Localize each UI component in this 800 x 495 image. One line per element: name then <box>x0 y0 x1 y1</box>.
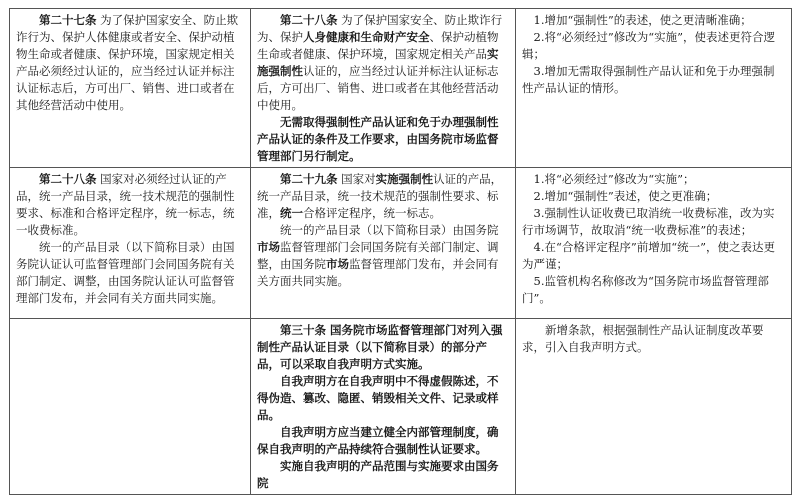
table-row <box>10 9 792 168</box>
revised-text: 实施强制性 <box>257 47 499 78</box>
new-paragraph <box>257 373 509 424</box>
note-item: 新增条款，根据强制性产品认证制度改革要求，引入自我声明方式。 <box>522 323 764 354</box>
new-paragraph <box>257 424 509 458</box>
table-row <box>10 168 792 319</box>
new-paragraph: 统一的产品目录（以下简称目录）由国务院市场监督管理部门会同国务院有关部门制定、调整，由国务院市场监督管理部门发布，并会同有关方面共同实施。 <box>257 223 499 288</box>
added-text: 第三十条 国务院市场监督管理部门对列入强制性产品认证目录（以下简称目录）的部分产品，可以采取自我声明方式实施。 <box>257 323 503 371</box>
new-paragraph <box>257 114 509 165</box>
comparison-table <box>9 8 792 495</box>
new-text-cell <box>251 168 516 319</box>
old-paragraph: 第二十七条 为了保护国家安全、防止欺诈行为、保护人体健康或者安全、保护动植物生命或者健康、保护环境，国家规定相关产品必须经过认证的，应当经过认证并标注认证标志后，方可出厂、销售、进口或者在其他经营活动中使用。 <box>16 13 239 112</box>
old-paragraph: 第二十八条 国家对必须经过认证的产品，统一产品目录，统一技术规范的强制性要求、标准和合格评定程序，统一标志，统一收费标准。 <box>16 172 235 237</box>
note-item: 5.监管机构名称修改为“国务院市场监督管理部门”。 <box>522 274 769 305</box>
article-number: 第二十八条 <box>280 13 338 27</box>
old-text-cell <box>10 9 251 168</box>
new-text-cell <box>251 319 516 495</box>
added-text: 无需取得强制性产品认证和免于办理强制性产品认证的条件及工作要求，由国务院市场监督管理部门另行制定。 <box>257 115 499 163</box>
new-paragraph: 第二十九条 国家对实施强制性认证的产品，统一产品目录，统一技术规范的强制性要求、标准，统一合格评定程序，统一标志。 <box>257 172 503 220</box>
old-text-cell <box>10 319 251 495</box>
added-text: 自我声明方应当建立健全内部管理制度，确保自我声明的产品持续符合强制性认证要求。 <box>257 425 499 456</box>
old-paragraph: 统一的产品目录（以下简称目录）由国务院认证认可监督管理部门会同国务院有关部门制定、调整，由国务院认证认可监督管理部门发布，并会同有关方面共同实施。 <box>16 240 235 305</box>
revised-text: 市场 <box>326 257 349 271</box>
article-number: 第二十九条 <box>280 172 338 186</box>
note-item: 2.增加“强制性”表述，使之更准确； <box>533 189 718 203</box>
new-paragraph: 第二十八条 为了保护国家安全、防止欺诈行为、保护人身健康和生命财产安全、保护动植物生命或者健康、保护环境，国家规定相关产品实施强制性认证的，应当经过认证并标注认证标志后，方可出厂、销售、进口或者在其他经营活动中使用。 <box>257 13 503 112</box>
note-item: 3.增加无需取得强制性产品认证和免于办理强制性产品认证的情形。 <box>522 64 775 95</box>
notes-cell <box>516 168 792 319</box>
revised-text: 实施强制性 <box>375 172 434 186</box>
new-paragraph <box>257 458 509 492</box>
article-number: 第二十八条 <box>39 172 97 186</box>
new-text-cell <box>251 9 516 168</box>
note-item: 1.增加“强制性”的表述，使之更清晰准确； <box>533 13 752 27</box>
added-text: 实施自我声明的产品范围与实施要求由国务院 <box>257 459 499 490</box>
table-row <box>10 319 792 495</box>
notes-cell <box>516 9 792 168</box>
note-item: 2.将“必须经过”修改为“实施”，使表述更符合逻辑； <box>522 30 775 61</box>
notes-cell <box>516 319 792 495</box>
note-item: 3.强制性认证收费已取消统一收费标准，改为实行市场调节，故取消“统一收费标准”的表述； <box>522 206 775 237</box>
added-text: 自我声明方在自我声明中不得虚假陈述，不得伪造、篡改、隐匿、销毁相关文件、记录或样品。 <box>257 374 499 422</box>
article-number: 第二十七条 <box>39 13 97 27</box>
revised-text: 市场 <box>257 240 280 254</box>
revised-text: 统一 <box>280 206 303 220</box>
new-paragraph <box>257 322 509 373</box>
revised-text: 人身健康和生命财产安全 <box>303 30 430 44</box>
old-text-cell <box>10 168 251 319</box>
note-item: 4.在“合格评定程序”前增加“统一”，使之表达更为严谨； <box>522 240 775 271</box>
note-item: 1.将“必须经过”修改为“实施”； <box>533 172 695 186</box>
